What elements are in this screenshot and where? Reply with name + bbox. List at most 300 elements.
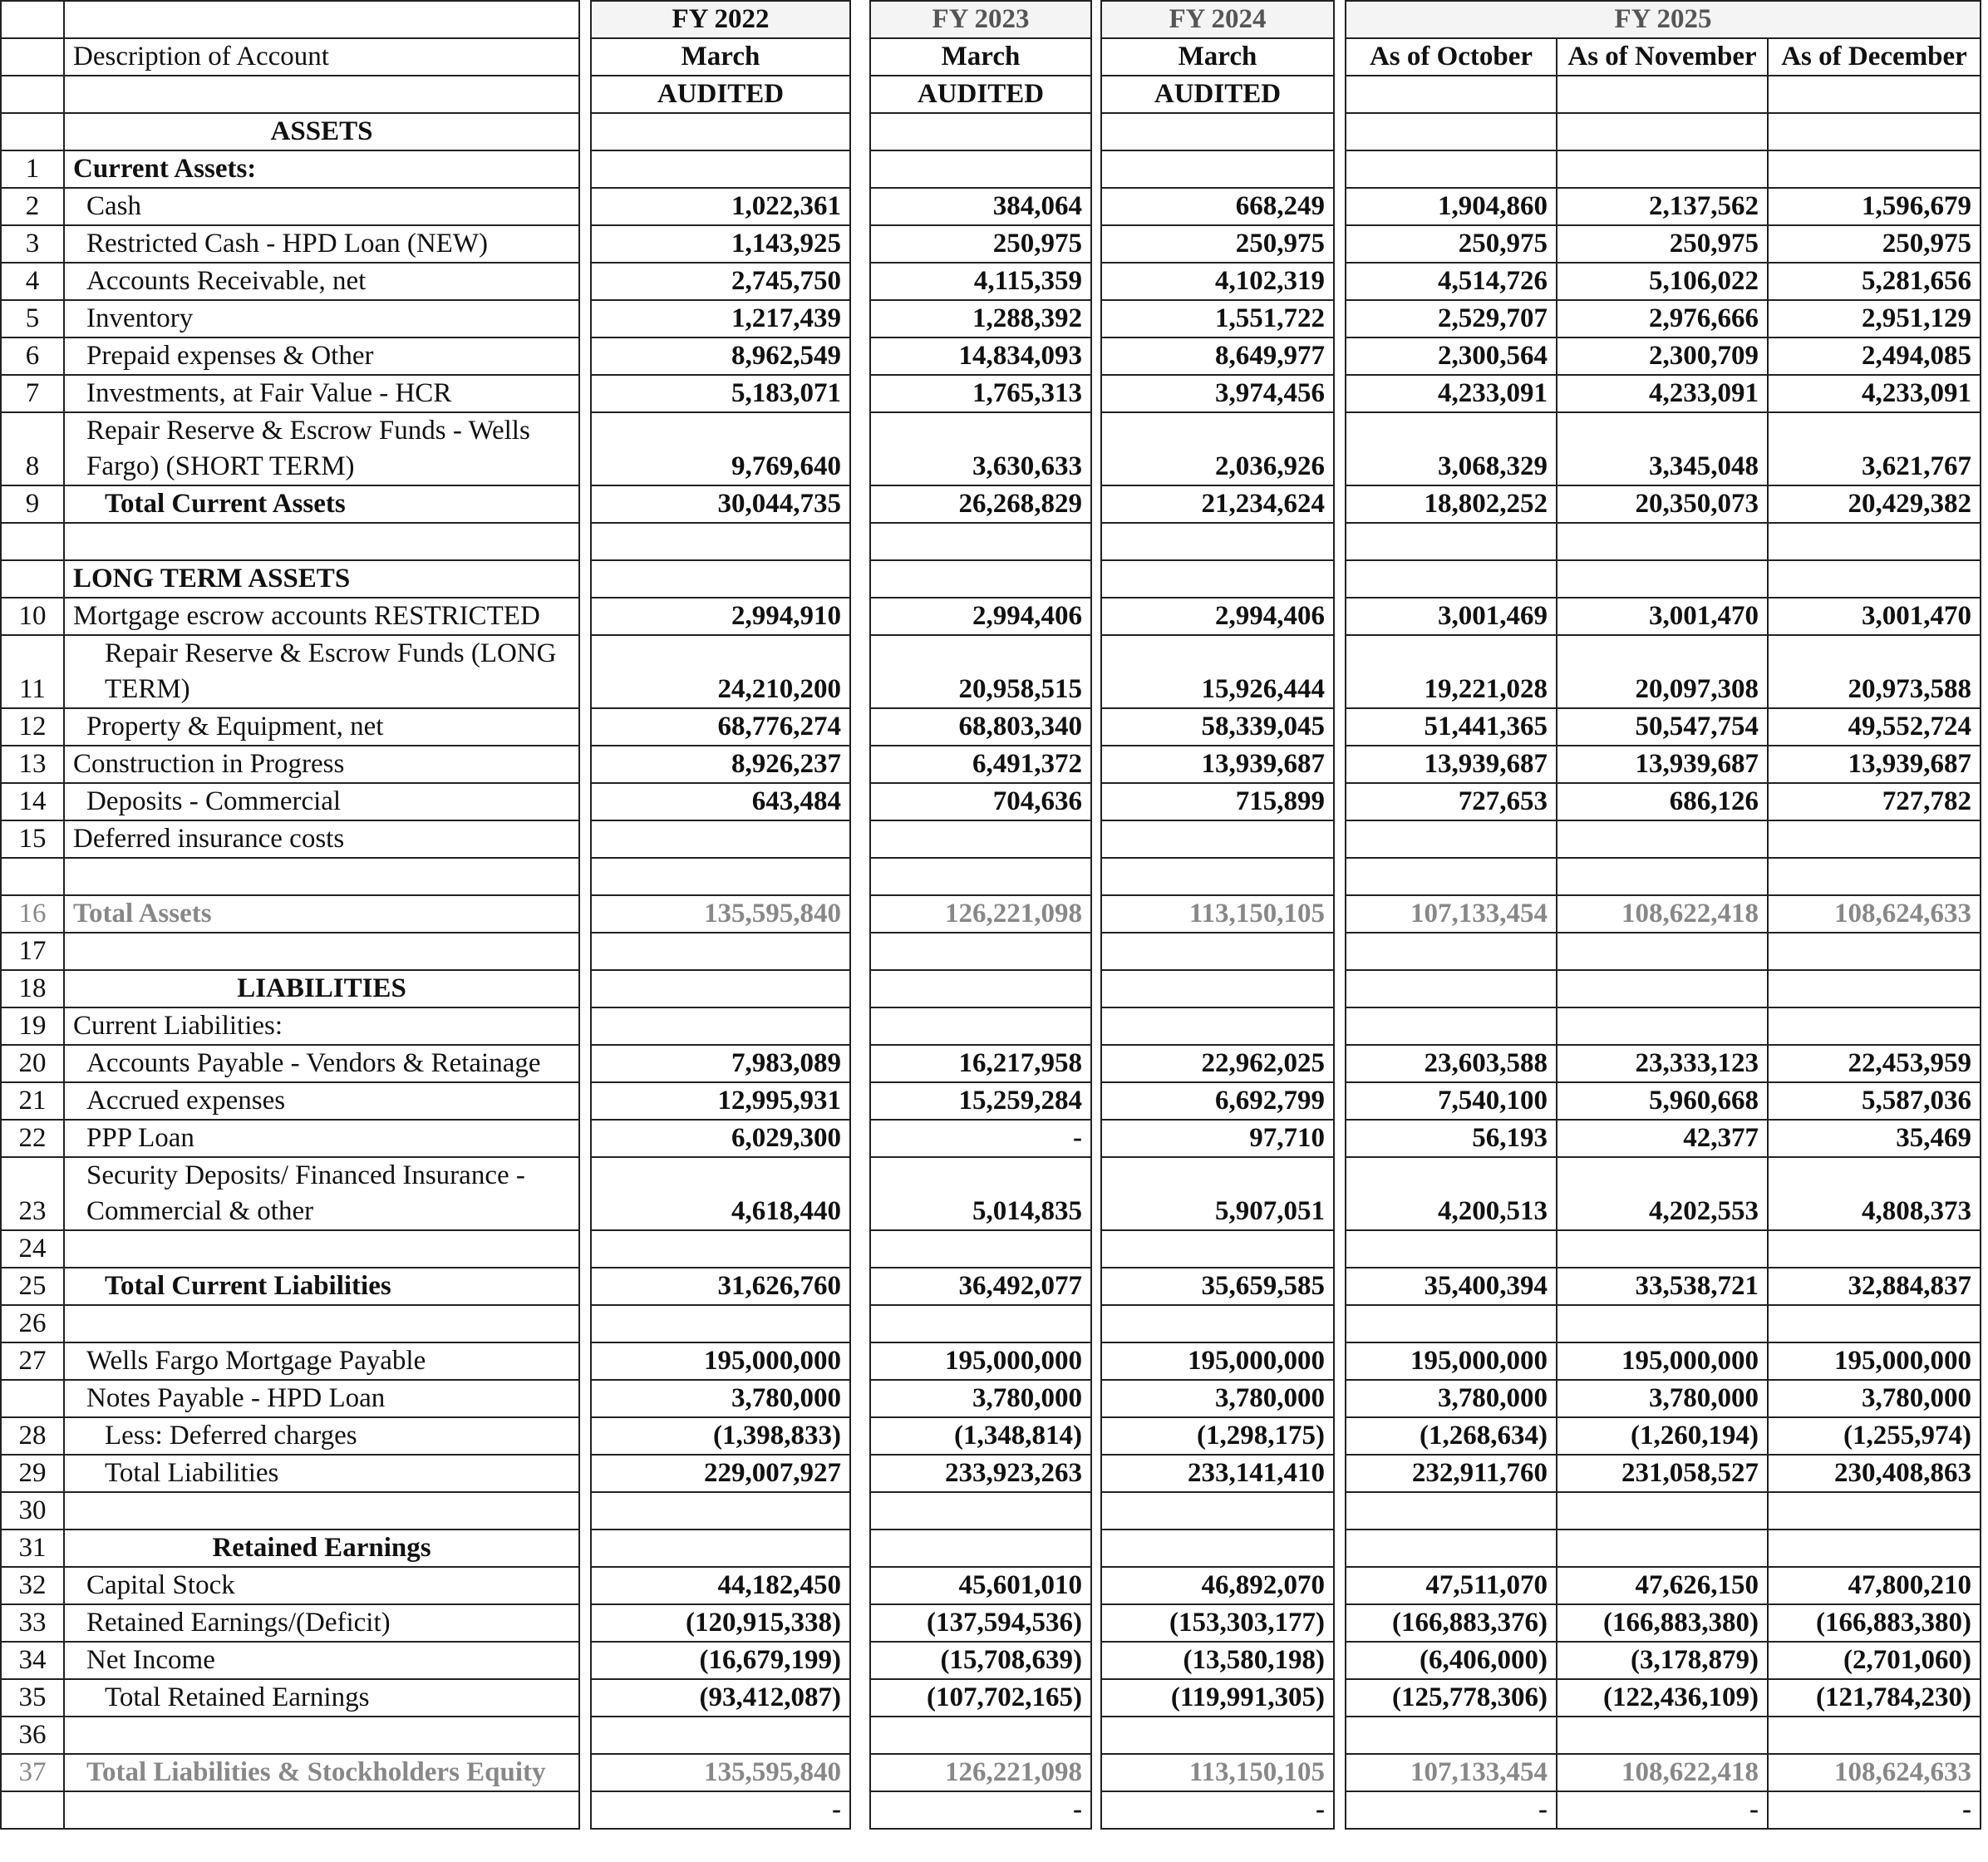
value-fy2025-dec: 108,624,633: [1768, 895, 1981, 933]
empty-cell: [1101, 1007, 1334, 1045]
line-number: [1, 560, 64, 598]
empty-cell: [1346, 1230, 1557, 1268]
empty-cell: [1557, 560, 1768, 598]
value-fy2025-dec: (166,883,380): [1768, 1604, 1981, 1642]
blank-row: [64, 523, 579, 560]
empty-cell: [1101, 1305, 1334, 1342]
value-fy2023: 195,000,000: [870, 1342, 1091, 1380]
value-fy2025-dec: 4,808,373: [1768, 1157, 1981, 1230]
table-row: [1, 1455, 1981, 1492]
empty-cell: [1101, 1530, 1334, 1567]
value-fy2025-oct: 13,939,687: [1346, 746, 1557, 783]
line-number: 30: [1, 1492, 64, 1530]
account-description: Notes Payable - HPD Loan: [64, 1380, 579, 1417]
value-fy2023: 20,958,515: [870, 635, 1091, 708]
account-description: Deposits - Commercial: [64, 783, 579, 820]
table-row: [1, 1082, 1981, 1120]
value-fy2025-dec: 230,408,863: [1768, 1455, 1981, 1492]
value-fy2025-oct: 4,233,091: [1346, 375, 1557, 412]
table-row: [1, 1492, 1981, 1530]
value-fy2025-nov: 42,377: [1557, 1120, 1768, 1157]
value-fy2024: 8,649,977: [1101, 337, 1334, 375]
empty-cell: [591, 858, 850, 895]
fy2025-dec: As of December: [1768, 38, 1981, 76]
line-number: 34: [1, 1642, 64, 1679]
value-fy2025-nov: (166,883,380): [1557, 1604, 1768, 1642]
blank-row: [64, 1717, 579, 1754]
value-fy2023: 384,064: [870, 188, 1091, 225]
value-fy2025-nov: [1557, 820, 1768, 858]
value-fy2023: 1,765,313: [870, 375, 1091, 412]
account-description: Capital Stock: [64, 1567, 579, 1604]
line-number: 22: [1, 1120, 64, 1157]
fy2023-period: March: [870, 38, 1091, 76]
value-fy2025-dec: -: [1768, 1791, 1981, 1829]
account-description: Total Liabilities & Stockholders Equity: [64, 1754, 579, 1791]
value-fy2025-oct: 2,300,564: [1346, 337, 1557, 375]
value-fy2022: [591, 820, 850, 858]
value-fy2023: 15,259,284: [870, 1082, 1091, 1120]
value-fy2025-oct: 3,001,469: [1346, 598, 1557, 635]
fy2024-title: FY 2024: [1101, 1, 1334, 38]
empty-cell: [591, 523, 850, 560]
value-fy2024: 46,892,070: [1101, 1567, 1334, 1604]
table-row: [1, 635, 1981, 708]
value-fy2023: 126,221,098: [870, 895, 1091, 933]
fy2025-nov: As of November: [1557, 38, 1768, 76]
empty-cell: [591, 150, 850, 188]
line-number: 11: [1, 635, 64, 708]
empty-cell: [870, 560, 1091, 598]
line-number: 8: [1, 412, 64, 485]
account-description: Wells Fargo Mortgage Payable: [64, 1342, 579, 1380]
value-fy2025-oct: 35,400,394: [1346, 1268, 1557, 1305]
corner-cell: [1, 1, 64, 38]
table-row: [1, 1007, 1981, 1045]
account-description: Construction in Progress: [64, 746, 579, 783]
value-fy2025-dec: 20,973,588: [1768, 635, 1981, 708]
value-fy2023: 3,630,633: [870, 412, 1091, 485]
empty-cell: [1557, 970, 1768, 1007]
empty-cell: [1557, 1305, 1768, 1342]
empty-cell: [870, 1530, 1091, 1567]
section-heading: Current Liabilities:: [64, 1007, 579, 1045]
account-description: Retained Earnings/(Deficit): [64, 1604, 579, 1642]
empty-cell: [1557, 150, 1768, 188]
line-number: 23: [1, 1157, 64, 1230]
value-fy2024: 58,339,045: [1101, 708, 1334, 746]
header-row-status: [1, 76, 1981, 113]
table-row: [1, 598, 1981, 635]
value-fy2022: 195,000,000: [591, 1342, 850, 1380]
account-description: Total Current Liabilities: [64, 1268, 579, 1305]
value-fy2025-dec: 108,624,633: [1768, 1754, 1981, 1791]
empty-cell: [1768, 1530, 1981, 1567]
value-fy2025-nov: 20,097,308: [1557, 635, 1768, 708]
empty-cell: [870, 1492, 1091, 1530]
table-row: [1, 1305, 1981, 1342]
table-row: [1, 1717, 1981, 1754]
value-fy2025-dec: 3,621,767: [1768, 412, 1981, 485]
table-row: [1, 783, 1981, 820]
value-fy2025-nov: 250,975: [1557, 225, 1768, 263]
empty-cell: [1768, 1230, 1981, 1268]
line-number: [1, 1380, 64, 1417]
value-fy2022: 9,769,640: [591, 412, 850, 485]
empty-cell: [1557, 113, 1768, 150]
value-fy2025-nov: 195,000,000: [1557, 1342, 1768, 1380]
empty-cell: [1768, 1717, 1981, 1754]
value-fy2025-oct: 51,441,365: [1346, 708, 1557, 746]
value-fy2023: (1,348,814): [870, 1417, 1091, 1455]
value-fy2025-dec: 3,001,470: [1768, 598, 1981, 635]
table-row: [1, 1604, 1981, 1642]
value-fy2024: (13,580,198): [1101, 1642, 1334, 1679]
empty-cell: [870, 150, 1091, 188]
empty-cell: [591, 1230, 850, 1268]
value-fy2025-nov: 686,126: [1557, 783, 1768, 820]
empty-cell: [1101, 1230, 1334, 1268]
line-number: 16: [1, 895, 64, 933]
value-fy2025-dec: 32,884,837: [1768, 1268, 1981, 1305]
value-fy2025-dec: 47,800,210: [1768, 1567, 1981, 1604]
empty-cell: [1768, 523, 1981, 560]
empty-cell: [1557, 1717, 1768, 1754]
value-fy2023: 45,601,010: [870, 1567, 1091, 1604]
empty-cell: [1101, 1492, 1334, 1530]
account-description: Total Assets: [64, 895, 579, 933]
account-description: Security Deposits/ Financed Insurance - Commercial & other: [64, 1157, 579, 1230]
value-fy2022: 643,484: [591, 783, 850, 820]
value-fy2025-oct: 19,221,028: [1346, 635, 1557, 708]
value-fy2022: 135,595,840: [591, 895, 850, 933]
line-number: 2: [1, 188, 64, 225]
empty-cell: [1768, 560, 1981, 598]
line-number: 13: [1, 746, 64, 783]
value-fy2025-dec: 727,782: [1768, 783, 1981, 820]
value-fy2025-nov: -: [1557, 1791, 1768, 1829]
line-number: 15: [1, 820, 64, 858]
account-description: Less: Deferred charges: [64, 1417, 579, 1455]
value-fy2025-dec: 195,000,000: [1768, 1342, 1981, 1380]
value-fy2023: 126,221,098: [870, 1754, 1091, 1791]
value-fy2025-dec: 5,281,656: [1768, 263, 1981, 300]
empty-cell: [1346, 1717, 1557, 1754]
line-number: 12: [1, 708, 64, 746]
line-number: 9: [1, 485, 64, 523]
line-number: 29: [1, 1455, 64, 1492]
empty-cell: [1346, 560, 1557, 598]
empty-cell: [591, 1530, 850, 1567]
line-number: 27: [1, 1342, 64, 1380]
fy2024-status: AUDITED: [1101, 76, 1334, 113]
value-fy2025-oct: 727,653: [1346, 783, 1557, 820]
line-number: [1, 1791, 64, 1829]
table-row: [1, 1567, 1981, 1604]
value-fy2024: 21,234,624: [1101, 485, 1334, 523]
value-fy2025-dec: 35,469: [1768, 1120, 1981, 1157]
empty-cell: [870, 970, 1091, 1007]
table-row: [1, 1120, 1981, 1157]
value-fy2025-dec: 22,453,959: [1768, 1045, 1981, 1082]
account-description: Accounts Receivable, net: [64, 263, 579, 300]
table-row: [1, 895, 1981, 933]
value-fy2025-oct: [1346, 820, 1557, 858]
value-fy2025-dec: 250,975: [1768, 225, 1981, 263]
empty-cell: [1768, 1007, 1981, 1045]
line-number: 4: [1, 263, 64, 300]
value-fy2023: 704,636: [870, 783, 1091, 820]
header-row-fy: [1, 1, 1981, 38]
value-fy2024: 195,000,000: [1101, 1342, 1334, 1380]
empty-cell: [870, 113, 1091, 150]
value-fy2025-nov: 33,538,721: [1557, 1268, 1768, 1305]
empty-cell: [1557, 858, 1768, 895]
empty-cell: [591, 1305, 850, 1342]
value-fy2023: 233,923,263: [870, 1455, 1091, 1492]
line-number: [1, 858, 64, 895]
value-fy2022: 1,022,361: [591, 188, 850, 225]
value-fy2022: 31,626,760: [591, 1268, 850, 1305]
table-row: [1, 1342, 1981, 1380]
value-fy2024: 1,551,722: [1101, 300, 1334, 337]
account-description: Repair Reserve & Escrow Funds (LONG TERM): [64, 635, 579, 708]
table-row: [1, 375, 1981, 412]
value-fy2024: 97,710: [1101, 1120, 1334, 1157]
value-fy2025-nov: 50,547,754: [1557, 708, 1768, 746]
table-row: [1, 820, 1981, 858]
value-fy2023: 1,288,392: [870, 300, 1091, 337]
value-fy2025-nov: 2,976,666: [1557, 300, 1768, 337]
empty-cell: [591, 933, 850, 970]
empty-cell: [591, 113, 850, 150]
empty-cell: [1346, 150, 1557, 188]
line-number: 17: [1, 933, 64, 970]
empty-cell: [1346, 113, 1557, 150]
value-fy2023: 3,780,000: [870, 1380, 1091, 1417]
value-fy2025-dec: [1768, 820, 1981, 858]
blank-row: [64, 933, 579, 970]
empty-cell: [1768, 150, 1981, 188]
section-heading: LONG TERM ASSETS: [64, 560, 579, 598]
line-number: 36: [1, 1717, 64, 1754]
empty-cell: [870, 858, 1091, 895]
value-fy2022: (93,412,087): [591, 1679, 850, 1717]
value-fy2025-oct: 195,000,000: [1346, 1342, 1557, 1380]
table-row: [1, 746, 1981, 783]
value-fy2024: (119,991,305): [1101, 1679, 1334, 1717]
line-number: 20: [1, 1045, 64, 1082]
empty-cell: [1346, 1305, 1557, 1342]
account-description: Property & Equipment, net: [64, 708, 579, 746]
value-fy2024: 13,939,687: [1101, 746, 1334, 783]
value-fy2024: 22,962,025: [1101, 1045, 1334, 1082]
empty-cell: [1346, 858, 1557, 895]
value-fy2024: 3,780,000: [1101, 1380, 1334, 1417]
value-fy2025-nov: (1,260,194): [1557, 1417, 1768, 1455]
value-fy2025-nov: 3,345,048: [1557, 412, 1768, 485]
value-fy2022: 4,618,440: [591, 1157, 850, 1230]
account-description: Accrued expenses: [64, 1082, 579, 1120]
value-fy2025-oct: 250,975: [1346, 225, 1557, 263]
value-fy2025-nov: 3,780,000: [1557, 1380, 1768, 1417]
section-heading: Retained Earnings: [64, 1530, 579, 1567]
value-fy2022: 44,182,450: [591, 1567, 850, 1604]
description-header-blank: [64, 1, 579, 38]
value-fy2023: 16,217,958: [870, 1045, 1091, 1082]
value-fy2022: 24,210,200: [591, 635, 850, 708]
line-number: 24: [1, 1230, 64, 1268]
table-row: [1, 970, 1981, 1007]
empty-cell: [1346, 933, 1557, 970]
section-heading: Current Assets:: [64, 150, 579, 188]
empty-cell: [591, 1492, 850, 1530]
empty-cell: [1101, 858, 1334, 895]
empty-cell: [1557, 933, 1768, 970]
value-fy2022: 7,983,089: [591, 1045, 850, 1082]
line-number: 1: [1, 150, 64, 188]
value-fy2022: 8,962,549: [591, 337, 850, 375]
line-number: 26: [1, 1305, 64, 1342]
value-fy2025-nov: 4,202,553: [1557, 1157, 1768, 1230]
value-fy2025-nov: 4,233,091: [1557, 375, 1768, 412]
value-fy2025-oct: 107,133,454: [1346, 1754, 1557, 1791]
value-fy2022: 8,926,237: [591, 746, 850, 783]
value-fy2023: 14,834,093: [870, 337, 1091, 375]
empty-cell: [1101, 560, 1334, 598]
table-row: [1, 523, 1981, 560]
value-fy2022: 68,776,274: [591, 708, 850, 746]
table-row: [1, 1380, 1981, 1417]
table-row: [1, 1530, 1981, 1567]
value-fy2022: 2,994,910: [591, 598, 850, 635]
empty-cell: [1557, 1007, 1768, 1045]
value-fy2025-dec: 20,429,382: [1768, 485, 1981, 523]
line-number: 19: [1, 1007, 64, 1045]
line-number: 3: [1, 225, 64, 263]
value-fy2022: (120,915,338): [591, 1604, 850, 1642]
table-row: [1, 1045, 1981, 1082]
account-description: Inventory: [64, 300, 579, 337]
empty-cell: [870, 933, 1091, 970]
empty-cell: [870, 1305, 1091, 1342]
value-fy2025-nov: 23,333,123: [1557, 1045, 1768, 1082]
blank-row: [64, 1492, 579, 1530]
fy2023-status: AUDITED: [870, 76, 1091, 113]
fy2025-oct: As of October: [1346, 38, 1557, 76]
value-fy2025-oct: 47,511,070: [1346, 1567, 1557, 1604]
value-fy2023: 26,268,829: [870, 485, 1091, 523]
fy2025-title: FY 2025: [1346, 1, 1981, 38]
value-fy2025-dec: 4,233,091: [1768, 375, 1981, 412]
value-fy2024: -: [1101, 1791, 1334, 1829]
value-fy2025-nov: 5,106,022: [1557, 263, 1768, 300]
value-fy2025-nov: 3,001,470: [1557, 598, 1768, 635]
fy2022-period: March: [591, 38, 850, 76]
fy2024-period: March: [1101, 38, 1334, 76]
account-description: Prepaid expenses & Other: [64, 337, 579, 375]
account-description: Restricted Cash - HPD Loan (NEW): [64, 225, 579, 263]
table-row: [1, 560, 1981, 598]
account-description: Net Income: [64, 1642, 579, 1679]
value-fy2022: 135,595,840: [591, 1754, 850, 1791]
value-fy2024: 2,994,406: [1101, 598, 1334, 635]
fy2023-title: FY 2023: [870, 1, 1091, 38]
value-fy2024: 113,150,105: [1101, 895, 1334, 933]
value-fy2023: 68,803,340: [870, 708, 1091, 746]
value-fy2023: 5,014,835: [870, 1157, 1091, 1230]
value-fy2024: 3,974,456: [1101, 375, 1334, 412]
account-description: Cash: [64, 188, 579, 225]
table-row: [1, 1754, 1981, 1791]
value-fy2025-dec: 2,494,085: [1768, 337, 1981, 375]
empty-cell: [870, 523, 1091, 560]
value-fy2025-nov: 13,939,687: [1557, 746, 1768, 783]
value-fy2025-dec: (1,255,974): [1768, 1417, 1981, 1455]
value-fy2023: 250,975: [870, 225, 1091, 263]
value-fy2025-oct: 107,133,454: [1346, 895, 1557, 933]
value-fy2022: (1,398,833): [591, 1417, 850, 1455]
value-fy2023: (107,702,165): [870, 1679, 1091, 1717]
value-fy2024: 2,036,926: [1101, 412, 1334, 485]
value-fy2025-oct: 3,068,329: [1346, 412, 1557, 485]
value-fy2025-dec: 49,552,724: [1768, 708, 1981, 746]
value-fy2025-dec: 1,596,679: [1768, 188, 1981, 225]
value-fy2023: (15,708,639): [870, 1642, 1091, 1679]
fy2022-status: AUDITED: [591, 76, 850, 113]
value-fy2025-oct: 2,529,707: [1346, 300, 1557, 337]
value-fy2022: 3,780,000: [591, 1380, 850, 1417]
line-number: 33: [1, 1604, 64, 1642]
value-fy2025-oct: 18,802,252: [1346, 485, 1557, 523]
table-row: [1, 1679, 1981, 1717]
line-number: 25: [1, 1268, 64, 1305]
empty-cell: [1346, 970, 1557, 1007]
line-number: 31: [1, 1530, 64, 1567]
table-row: [1, 300, 1981, 337]
empty-cell: [1768, 933, 1981, 970]
table-row: [1, 113, 1981, 150]
empty-cell: [1346, 1007, 1557, 1045]
section-heading: ASSETS: [64, 113, 579, 150]
table-row: [1, 1791, 1981, 1829]
value-fy2023: -: [870, 1120, 1091, 1157]
value-fy2025-oct: 7,540,100: [1346, 1082, 1557, 1120]
account-description: Mortgage escrow accounts RESTRICTED: [64, 598, 579, 635]
blank-row: [64, 858, 579, 895]
value-fy2023: -: [870, 1791, 1091, 1829]
value-fy2025-nov: 108,622,418: [1557, 1754, 1768, 1791]
account-description: [64, 1791, 579, 1829]
table-row: [1, 150, 1981, 188]
empty-cell: [1768, 1492, 1981, 1530]
value-fy2022: 1,217,439: [591, 300, 850, 337]
account-description: Accounts Payable - Vendors & Retainage: [64, 1045, 579, 1082]
value-fy2025-dec: (2,701,060): [1768, 1642, 1981, 1679]
line-number: 5: [1, 300, 64, 337]
line-number: 10: [1, 598, 64, 635]
value-fy2023: 4,115,359: [870, 263, 1091, 300]
table-row: [1, 1230, 1981, 1268]
section-heading: LIABILITIES: [64, 970, 579, 1007]
value-fy2025-oct: (1,268,634): [1346, 1417, 1557, 1455]
value-fy2022: -: [591, 1791, 850, 1829]
value-fy2022: 30,044,735: [591, 485, 850, 523]
value-fy2025-oct: 3,780,000: [1346, 1380, 1557, 1417]
value-fy2025-oct: (125,778,306): [1346, 1679, 1557, 1717]
account-description: Total Retained Earnings: [64, 1679, 579, 1717]
line-number: 7: [1, 375, 64, 412]
